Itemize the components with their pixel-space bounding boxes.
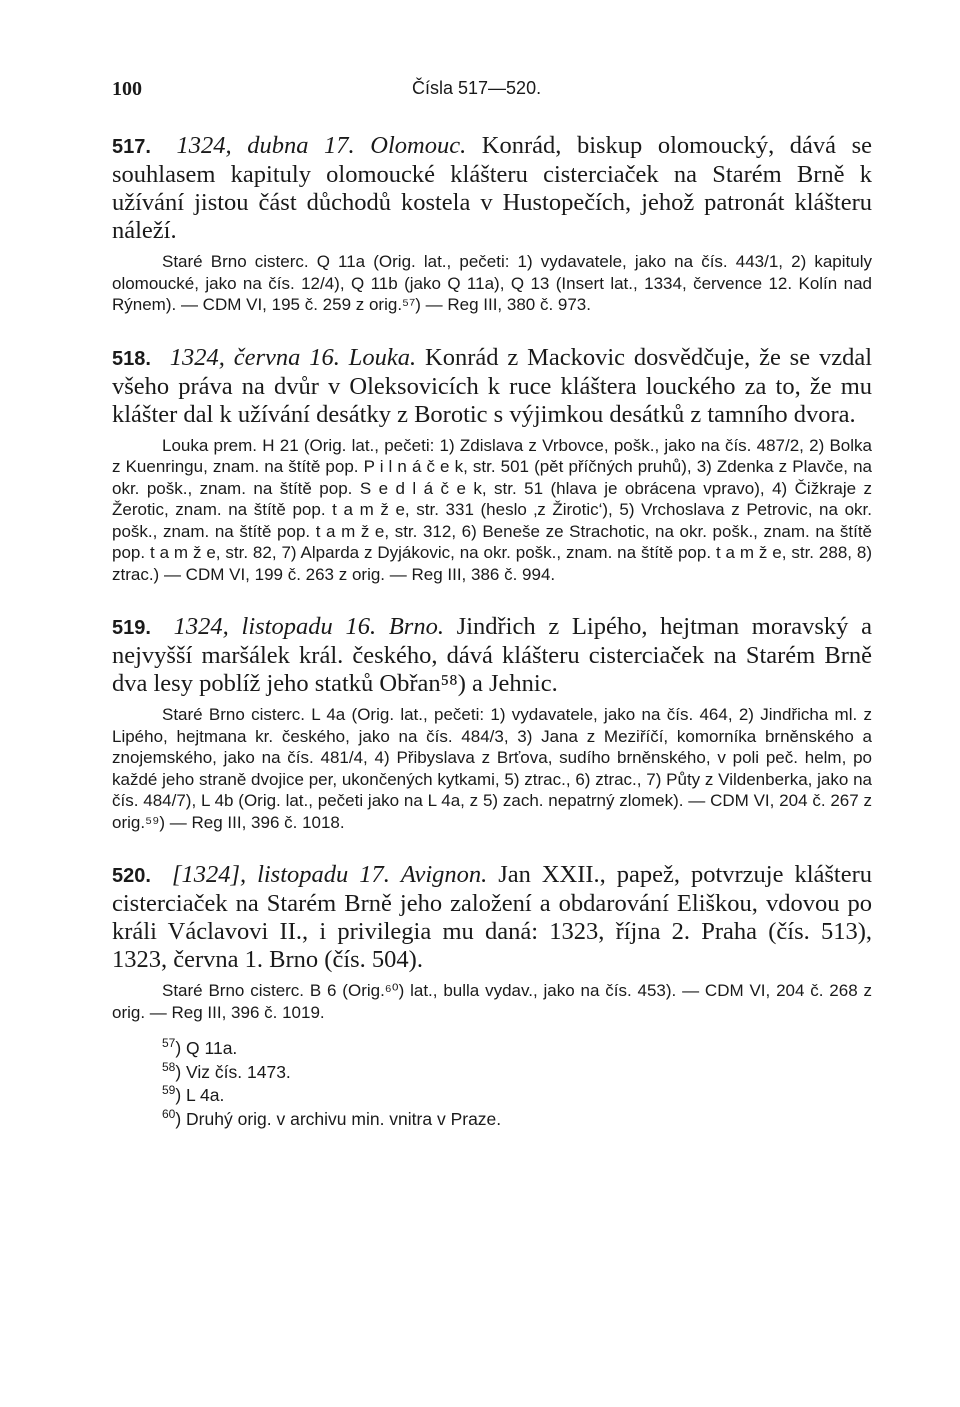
entry-518: [112, 344, 872, 586]
entry-archival-note: Staré Brno cisterc. B 6 (Orig.⁶⁰) lat., bulla vydav., jako na čís. 453). — CDM VI, 204 č. 268 z orig. — Reg III, 396 č. 1019.: [112, 981, 872, 1022]
footnote-text: ) Q 11a.: [175, 1038, 238, 1058]
page-header: [112, 70, 872, 104]
entry-summary-text: Jan XXII., papež, potvrzuje klášteru cisterciaček na Starém Brně jeho založení a obdarování Eliškou, vdovou po králi Václavovi II., i privilegia mu daná: 1323, října 2. Praha (čís. 513), 1323, června 1. Brno (čís. 504).: [112, 861, 873, 973]
entry-date: [1324], listopadu 17.: [171, 861, 390, 888]
entry-520: [112, 861, 872, 1023]
entry-number: 518.: [112, 347, 151, 370]
entry-archival-note: Staré Brno cisterc. Q 11a (Orig. lat., pečeti: 1) vydavatele, jako na čís. 443/1, 2) kapituly olomoucké, jako na čís. 12/4), Q 11b (jako Q 11a), Q 13 (Insert lat., 1334, července 12. Kolín nad Rýnem). — CDM VI, 195 č. 259 z orig.⁵⁷) — Reg III, 380 č. 973.: [112, 252, 872, 314]
entry-summary-text: Konrád z Mackovic dosvědčuje, že se vzdal všeho práva na dvůr v Oleksovicích k ruce kláštera louckého za to, že mu klášter dal k užívání desátky z Borotic s výjimkou desátků z tamního dvora.: [112, 343, 873, 428]
entry-place: Olomouc.: [370, 132, 467, 159]
footnote-text: ) L 4a.: [175, 1085, 225, 1105]
entry-number: 517.: [112, 136, 151, 158]
entry-summary: [112, 861, 872, 974]
footnote-marker: 58: [162, 1059, 176, 1074]
entry-summary: [112, 132, 872, 245]
footnote-marker: 59: [162, 1083, 176, 1098]
entry-summary-text: Konrád, biskup olomoucký, dává se souhlasem kapituly olomoucké klášteru cisterciaček na Starém Brně k užívání jistou část důchodů kostela v Hustopečích, jehož patronát klášteru náleží.: [112, 132, 873, 244]
entry-date: 1324, dubna 17.: [176, 132, 355, 159]
footnote-text: ) Druhý orig. v archivu min. vnitra v Praze.: [175, 1108, 502, 1129]
footnote-text: ) Viz čís. 1473.: [175, 1061, 291, 1082]
footnote: [162, 1037, 872, 1061]
entry-summary-text: Jindřich z Lipého, hejtman moravský a nejvyšší maršálek král. českého, dává klášteru cisterciaček na Starém Brně dva lesy poblíž jeho statků Obřan⁵⁸) a Jehnic.: [112, 613, 873, 697]
footnote-marker: 60: [162, 1106, 176, 1121]
document-page: [112, 70, 872, 1131]
footnotes: [112, 1037, 872, 1131]
footnote: [162, 1061, 872, 1085]
entry-place: Avignon.: [400, 861, 488, 888]
entry-summary: [112, 344, 872, 429]
entry-place: Brno.: [388, 613, 444, 640]
footnote-marker: 57: [162, 1036, 176, 1051]
page-number: 100: [112, 78, 142, 100]
entry-archival-note: Staré Brno cisterc. L 4a (Orig. lat., pečeti: 1) vydavatele, jako na čís. 464, 2) Jindřicha ml. z Lipého, hejtmana kr. českého, jako na čís. 484/3, 3) Jana z Meziříčí, komorníka brněnského a znojemského, jako na čís. 481/4, 4) Přibyslava z Brťova, sudího brněnského, v poli peč. helm, po každé jeho straně dvojice per, ukončených kytkami, 5) ztrac., 6) ztrac., 7) Půty z Vildenberka, jako na čís. 484/7), L 4b (Orig. lat., pečeti jako na L 4a, z 5) zach. nepatrný zlomek). — CDM VI, 204 č. 267 z orig.⁵⁹) — Reg III, 396 č. 1018.: [112, 705, 872, 832]
entry-date: 1324, listopadu 16.: [173, 613, 377, 640]
entry-place: Louka.: [348, 343, 417, 371]
entry-519: [112, 613, 872, 833]
entry-number: 520.: [112, 865, 151, 887]
footnote: [162, 1108, 872, 1132]
footnote: [162, 1084, 872, 1108]
entry-517: [112, 132, 872, 316]
entry-date: 1324, června 16.: [169, 343, 340, 371]
entry-archival-note: Louka prem. H 21 (Orig. lat., pečeti: 1) Zdislava z Vrbovce, pošk., jako na čís. 487/2, 2) Bolka z Kuenringu, znam. na štítě pop. P i l n á č e k, str. 501 (pět příčných pruhů), 3) Zdenka z Plavče, na okr. pošk., znam. na štítě pop. S e d l á č e k, str. 51 (hlava je obrácena vpravo), 4) Čižkraje z Žerotic, znam. na štítě pop. t a m ž e, str. 331 (heslo ‚z Žirotic‘), 5) Vrchoslava z Petrovic, na okr. pošk., znam. na štítě pop. t a m ž e, str. 312, 6) Beneše ze Strachotic, na okr. pošk., znam. na štítě pop. t a m ž e, str. 82, 7) Alparda z Dyjákovic, na okr. pošk., znam. na štítě pop. t a m ž e, str. 288, 8) ztrac.) — CDM VI, 199 č. 263 z orig. — Reg III, 386 č. 994.: [112, 435, 872, 584]
entry-summary: [112, 613, 872, 698]
running-head: Čísla 517—520.: [412, 78, 542, 98]
entry-number: 519.: [112, 617, 151, 639]
